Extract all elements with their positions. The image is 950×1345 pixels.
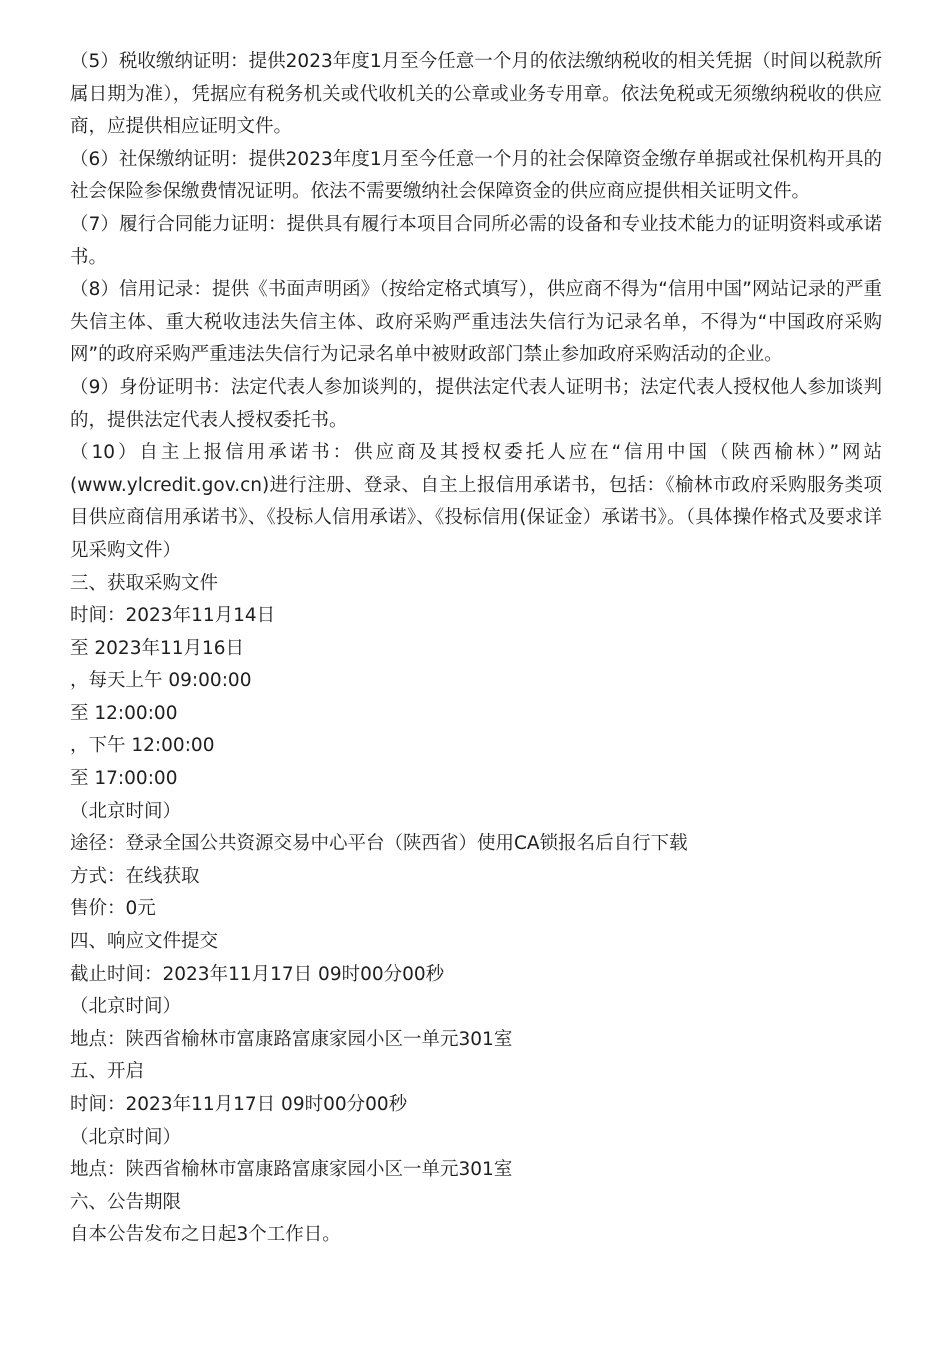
submission-deadline: 截止时间：2023年11月17日 09时00分00秒: [70, 963, 445, 985]
requirement-contract-capability: （7）履行合同能力证明：提供具有履行本项目合同所必需的设备和专业技术能力的证明资料或承诺书。: [70, 213, 882, 268]
obtain-method: 方式：在线获取: [70, 865, 200, 887]
opening-timezone: （北京时间）: [70, 1126, 182, 1148]
obtain-route: 途径：登录全国公共资源交易中心平台（陕西省）使用CA锁报名后自行下载: [70, 833, 688, 855]
obtain-afternoon-end: 至 17:00:00: [70, 768, 178, 790]
submission-timezone: （北京时间）: [70, 996, 182, 1018]
obtain-afternoon-start: ，下午 12:00:00: [70, 735, 215, 757]
obtain-morning-end: 至 12:00:00: [70, 702, 178, 724]
opening-location: 地点：陕西省榆林市富康路富康家园小区一单元301室: [70, 1159, 513, 1181]
requirement-identity-proof: （9）身份证明书：法定代表人参加谈判的，提供法定代表人证明书；法定代表人授权他人参加谈判的，提供法定代表人授权委托书。: [70, 376, 882, 431]
section-heading-opening: 五、开启: [70, 1061, 145, 1083]
obtain-timezone: （北京时间）: [70, 800, 182, 822]
requirement-tax-proof: （5）税收缴纳证明：提供2023年度1月至今任意一个月的依法缴纳税收的相关凭据（时间以税款所属日期为准），凭据应有税务机关或代收机关的公章或业务专用章。依法免税或无须缴纳税收的供应商，应提供相应证明文件。: [70, 51, 882, 138]
obtain-price: 售价：0元: [70, 898, 156, 920]
section-heading-submission: 四、响应文件提交: [70, 931, 219, 953]
obtain-end-date: 至 2023年11月16日: [70, 637, 245, 659]
obtain-morning-start: ，每天上午 09:00:00: [70, 670, 252, 692]
obtain-start-date: 时间：2023年11月14日: [70, 605, 276, 627]
section-heading-obtain-documents: 三、获取采购文件: [70, 572, 219, 594]
notice-period: 自本公告发布之日起3个工作日。: [70, 1224, 341, 1246]
requirement-credit-record: （8）信用记录：提供《书面声明函》（按给定格式填写），供应商不得为“信用中国”网站记录的严重失信主体、重大税收违法失信主体、政府采购严重违法失信行为记录名单，不得为“中国政府采购网”的政府采购严重违法失信行为记录名单中被财政部门禁止参加政府采购活动的企业。: [70, 279, 882, 366]
requirement-credit-commitment: （10）自主上报信用承诺书：供应商及其授权委托人应在“信用中国（陕西榆林）”网站(www.ylcredit.gov.cn)进行注册、登录、自主上报信用承诺书，包括：《榆林市政府采购服务类项目供应商信用承诺书》、《投标人信用承诺》、《投标信用(保证金）承诺书》。（具体操作格式及要求详见采购文件）: [70, 442, 882, 561]
section-heading-notice-period: 六、公告期限: [70, 1191, 182, 1213]
opening-time: 时间：2023年11月17日 09时00分00秒: [70, 1094, 408, 1115]
document-page: [70, 46, 882, 1252]
requirement-social-security-proof: （6）社保缴纳证明：提供2023年度1月至今任意一个月的社会保障资金缴存单据或社保机构开具的社会保险参保缴费情况证明。依法不需要缴纳社会保障资金的供应商应提供相关证明文件。: [70, 148, 882, 203]
submission-location: 地点：陕西省榆林市富康路富康家园小区一单元301室: [70, 1028, 513, 1050]
